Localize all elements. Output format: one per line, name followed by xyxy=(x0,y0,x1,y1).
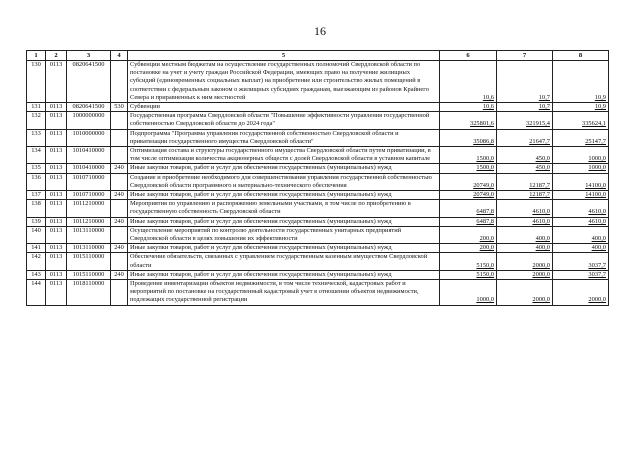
section-code: 0113 xyxy=(46,129,67,146)
target-article-code: 1013110000 xyxy=(67,226,111,243)
row-number: 134 xyxy=(27,147,46,164)
expense-type-code: 240 xyxy=(111,191,128,200)
item-name: Иные закупки товаров, работ и услуг для обеспечения государственных (муниципальных) нужд xyxy=(128,191,440,200)
table-row xyxy=(27,280,609,306)
amount-col-7: 2000,0 xyxy=(497,270,553,279)
section-code: 0113 xyxy=(46,270,67,279)
section-code: 0113 xyxy=(46,147,67,164)
section-code: 0113 xyxy=(46,200,67,217)
item-name: Обеспечение обязательств, связанных с управлением государственным казенным имуществом Свердловской области xyxy=(128,253,440,270)
amount-col-6: 10,6 xyxy=(440,61,497,103)
row-number: 144 xyxy=(27,280,46,306)
amount-col-8: 3037,7 xyxy=(553,253,609,270)
table-row xyxy=(27,270,609,279)
amount-col-6: 5150,0 xyxy=(440,253,497,270)
target-article-code: 1011210000 xyxy=(67,200,111,217)
amount-col-8: 1000,0 xyxy=(553,147,609,164)
amount-col-8: 400,0 xyxy=(553,244,609,253)
amount-col-7: 4610,0 xyxy=(497,217,553,226)
row-number: 132 xyxy=(27,112,46,129)
expense-type-code: 240 xyxy=(111,164,128,173)
target-article-code: 1010410000 xyxy=(67,164,111,173)
amount-col-6: 20749,0 xyxy=(440,173,497,190)
target-article-code: 1015110000 xyxy=(67,270,111,279)
table-row xyxy=(27,147,609,164)
row-number: 136 xyxy=(27,173,46,190)
amount-col-7: 12187,7 xyxy=(497,173,553,190)
amount-col-7: 400,0 xyxy=(497,226,553,243)
target-article-code: 0820641500 xyxy=(67,61,111,103)
amount-col-6: 5150,0 xyxy=(440,270,497,279)
amount-col-6: 6487,8 xyxy=(440,200,497,217)
section-code: 0113 xyxy=(46,253,67,270)
section-code: 0113 xyxy=(46,61,67,103)
item-name: Мероприятия по управлению и распоряжению земельными участками, в том числе по приобретению в государственную собственность Свердловской области xyxy=(128,200,440,217)
row-number: 141 xyxy=(27,244,46,253)
amount-col-8: 335624,1 xyxy=(553,112,609,129)
row-number: 143 xyxy=(27,270,46,279)
amount-col-8: 1000,0 xyxy=(553,164,609,173)
target-article-code: 0820641500 xyxy=(67,103,111,112)
table-row xyxy=(27,61,609,103)
section-code: 0113 xyxy=(46,191,67,200)
expense-type-code xyxy=(111,280,128,306)
section-code: 0113 xyxy=(46,280,67,306)
amount-col-7: 10,7 xyxy=(497,61,553,103)
table-row xyxy=(27,173,609,190)
target-article-code: 1010410000 xyxy=(67,147,111,164)
amount-col-7: 450,0 xyxy=(497,164,553,173)
amount-col-8: 14100,0 xyxy=(553,173,609,190)
amount-col-6: 35086,8 xyxy=(440,129,497,146)
amount-col-8: 10,9 xyxy=(553,61,609,103)
amount-col-7: 400,0 xyxy=(497,244,553,253)
table-row xyxy=(27,244,609,253)
expense-type-code xyxy=(111,200,128,217)
amount-col-8: 4610,0 xyxy=(553,200,609,217)
table-row xyxy=(27,191,609,200)
row-number: 142 xyxy=(27,253,46,270)
amount-col-7: 4610,0 xyxy=(497,200,553,217)
target-article-code: 1011210000 xyxy=(67,217,111,226)
table-row xyxy=(27,129,609,146)
table-row xyxy=(27,164,609,173)
target-article-code: 1018110000 xyxy=(67,280,111,306)
col-header: 1 xyxy=(27,51,46,61)
amount-col-8: 25147,7 xyxy=(553,129,609,146)
amount-col-6: 6487,8 xyxy=(440,217,497,226)
amount-col-6: 200,0 xyxy=(440,226,497,243)
expense-type-code xyxy=(111,147,128,164)
item-name: Осуществление мероприятий по контролю деятельности государственных унитарных предприятий Свердловской области в целях повышения их эффективности xyxy=(128,226,440,243)
section-code: 0113 xyxy=(46,226,67,243)
item-name: Оптимизация состава и структуры государственного имущества Свердловской области путем приватизации, в том числе оптимизация количества акционерных обществ с долей Свердловской области в уставном капитале xyxy=(128,147,440,164)
row-number: 140 xyxy=(27,226,46,243)
col-header: 8 xyxy=(553,51,609,61)
table-row xyxy=(27,112,609,129)
amount-col-8: 10,9 xyxy=(553,103,609,112)
amount-col-6: 325801,6 xyxy=(440,112,497,129)
table-row xyxy=(27,253,609,270)
target-article-code: 1010710000 xyxy=(67,173,111,190)
item-name: Иные закупки товаров, работ и услуг для обеспечения государственных (муниципальных) нужд xyxy=(128,217,440,226)
col-header: 2 xyxy=(46,51,67,61)
expense-type-code xyxy=(111,61,128,103)
expense-type-code xyxy=(111,129,128,146)
target-article-code: 1010000000 xyxy=(67,129,111,146)
col-header: 6 xyxy=(440,51,497,61)
item-name: Подпрограмма "Программа управления государственной собственностью Свердловской области и приватизации государственного имущества Свердловской области" xyxy=(128,129,440,146)
page-number: 16 xyxy=(314,24,326,38)
expense-type-code xyxy=(111,253,128,270)
amount-col-7: 21647,7 xyxy=(497,129,553,146)
amount-col-8: 4610,0 xyxy=(553,217,609,226)
table-row xyxy=(27,226,609,243)
item-name: Иные закупки товаров, работ и услуг для обеспечения государственных (муниципальных) нужд xyxy=(128,270,440,279)
row-number: 131 xyxy=(27,103,46,112)
expense-type-code xyxy=(111,112,128,129)
item-name: Государственная программа Свердловской области "Повышение эффективности управления государственной собственностью Свердловской области до 2024 года" xyxy=(128,112,440,129)
budget-table xyxy=(26,50,609,306)
amount-col-7: 2000,0 xyxy=(497,253,553,270)
amount-col-6: 200,0 xyxy=(440,244,497,253)
amount-col-8: 2000,0 xyxy=(553,280,609,306)
target-article-code: 1013110000 xyxy=(67,244,111,253)
row-number: 138 xyxy=(27,200,46,217)
row-number: 130 xyxy=(27,61,46,103)
amount-col-6: 10,6 xyxy=(440,103,497,112)
amount-col-7: 2000,0 xyxy=(497,280,553,306)
section-code: 0113 xyxy=(46,112,67,129)
amount-col-8: 3037,7 xyxy=(553,270,609,279)
expense-type-code xyxy=(111,226,128,243)
section-code: 0113 xyxy=(46,103,67,112)
table-row xyxy=(27,103,609,112)
amount-col-7: 450,0 xyxy=(497,147,553,164)
amount-col-7: 10,7 xyxy=(497,103,553,112)
expense-type-code: 240 xyxy=(111,217,128,226)
header-row xyxy=(27,51,609,61)
expense-type-code: 240 xyxy=(111,270,128,279)
item-name: Субвенции xyxy=(128,103,440,112)
expense-type-code: 240 xyxy=(111,244,128,253)
col-header: 7 xyxy=(497,51,553,61)
row-number: 137 xyxy=(27,191,46,200)
amount-col-7: 12187,7 xyxy=(497,191,553,200)
row-number: 139 xyxy=(27,217,46,226)
amount-col-8: 400,0 xyxy=(553,226,609,243)
item-name: Иные закупки товаров, работ и услуг для обеспечения государственных (муниципальных) нужд xyxy=(128,244,440,253)
amount-col-7: 321915,4 xyxy=(497,112,553,129)
col-header: 3 xyxy=(67,51,111,61)
section-code: 0113 xyxy=(46,173,67,190)
table-row xyxy=(27,200,609,217)
row-number: 133 xyxy=(27,129,46,146)
section-code: 0113 xyxy=(46,244,67,253)
item-name: Субвенции местным бюджетам на осуществление государственных полномочий Свердловской области по постановке на учет и учету граждан Российской Федерации, имеющих право на получение жилищных субсидий (единовременных социальных выплат) на приобретение или строительство жилых помещений в соответствии с федеральным законом о жилищных субсидиях гражданам, выезжающим из районов Крайнего Севера и приравненных к ним местностей xyxy=(128,61,440,103)
target-article-code: 1015110000 xyxy=(67,253,111,270)
section-code: 0113 xyxy=(46,164,67,173)
col-header: 5 xyxy=(128,51,440,61)
item-name: Создание и приобретение необходимого для совершенствования управления государственной собственностью Свердловской области программного и материально-технического обеспечения xyxy=(128,173,440,190)
amount-col-6: 1000,0 xyxy=(440,280,497,306)
amount-col-8: 14100,0 xyxy=(553,191,609,200)
amount-col-6: 1500,0 xyxy=(440,164,497,173)
target-article-code: 1010710000 xyxy=(67,191,111,200)
target-article-code: 1000000000 xyxy=(67,112,111,129)
item-name: Иные закупки товаров, работ и услуг для обеспечения государственных (муниципальных) нужд xyxy=(128,164,440,173)
section-code: 0113 xyxy=(46,217,67,226)
row-number: 135 xyxy=(27,164,46,173)
amount-col-6: 1500,0 xyxy=(440,147,497,164)
expense-type-code xyxy=(111,173,128,190)
expense-type-code: 530 xyxy=(111,103,128,112)
table-row xyxy=(27,217,609,226)
amount-col-6: 20749,0 xyxy=(440,191,497,200)
col-header: 4 xyxy=(111,51,128,61)
item-name: Проведение инвентаризации объектов недвижимости, в том числе технической, кадастровых работ и мероприятий по постановке на государственный кадастровый учет в отношении объектов недвижимости, подлежащих государственной регистрации xyxy=(128,280,440,306)
